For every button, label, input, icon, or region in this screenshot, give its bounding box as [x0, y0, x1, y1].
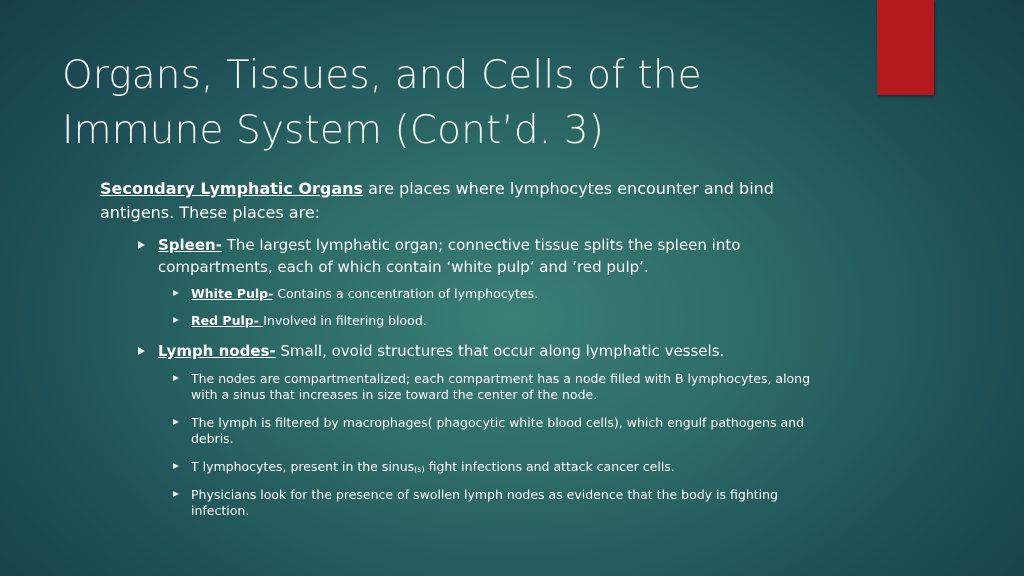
- sinus-subscript: (s): [414, 465, 425, 474]
- lymph-nodes-text: Small, ovoid structures that occur along lymphatic vessels.: [275, 342, 725, 360]
- slide-title-line-2: Immune System (Cont’d. 3): [62, 108, 604, 153]
- lymph-filtered-text: The lymph is filtered by macrophages( phagocytic white blood cells), which engulf pathogens and debris.: [191, 415, 805, 446]
- red-pulp-text: Involved in filtering blood.: [263, 313, 427, 328]
- spleen-text: The largest lymphatic organ; connective tissue splits the spleen into compartments, each of which contain ‘white pulp’ and ‘red pulp’.: [158, 236, 741, 276]
- bullet-arrow-icon: [173, 419, 179, 425]
- red-pulp-term: Red Pulp-: [191, 313, 264, 328]
- bullet-arrow-icon: [173, 317, 179, 323]
- lymph-nodes-term: Lymph nodes-: [158, 342, 276, 360]
- intro-term: Secondary Lymphatic Organs: [100, 179, 364, 198]
- slide-title-line-1: Organs, Tissues, and Cells of the: [62, 53, 702, 98]
- bullet-arrow-icon: [138, 347, 145, 355]
- t-lymphocytes-text-b: fight infections and attack cancer cells.: [424, 459, 675, 474]
- white-pulp-term: White Pulp-: [191, 286, 274, 301]
- bullet-arrow-icon: [173, 491, 179, 497]
- t-lymphocytes-text-a: T lymphocytes, present in the sinus: [191, 459, 415, 474]
- swollen-nodes-text: Physicians look for the presence of swollen lymph nodes as evidence that the body is fighting infection.: [191, 487, 778, 518]
- intro-paragraph: [100, 177, 830, 225]
- bullet-arrow-icon: [173, 375, 179, 381]
- spleen-term: Spleen-: [158, 236, 222, 254]
- bullet-arrow-icon: [173, 290, 179, 296]
- intro-text: are places where lymphocytes encounter and bind antigens. These places are:: [100, 179, 774, 222]
- white-pulp-text: Contains a concentration of lymphocytes.: [273, 286, 539, 301]
- bullet-arrow-icon: [138, 241, 145, 249]
- bullet-arrow-icon: [173, 463, 179, 469]
- nodes-compartments-text: The nodes are compartmentalized; each compartment has a node filled with B lymphocytes, along with a sinus that increases in size toward the center of the node.: [191, 371, 811, 402]
